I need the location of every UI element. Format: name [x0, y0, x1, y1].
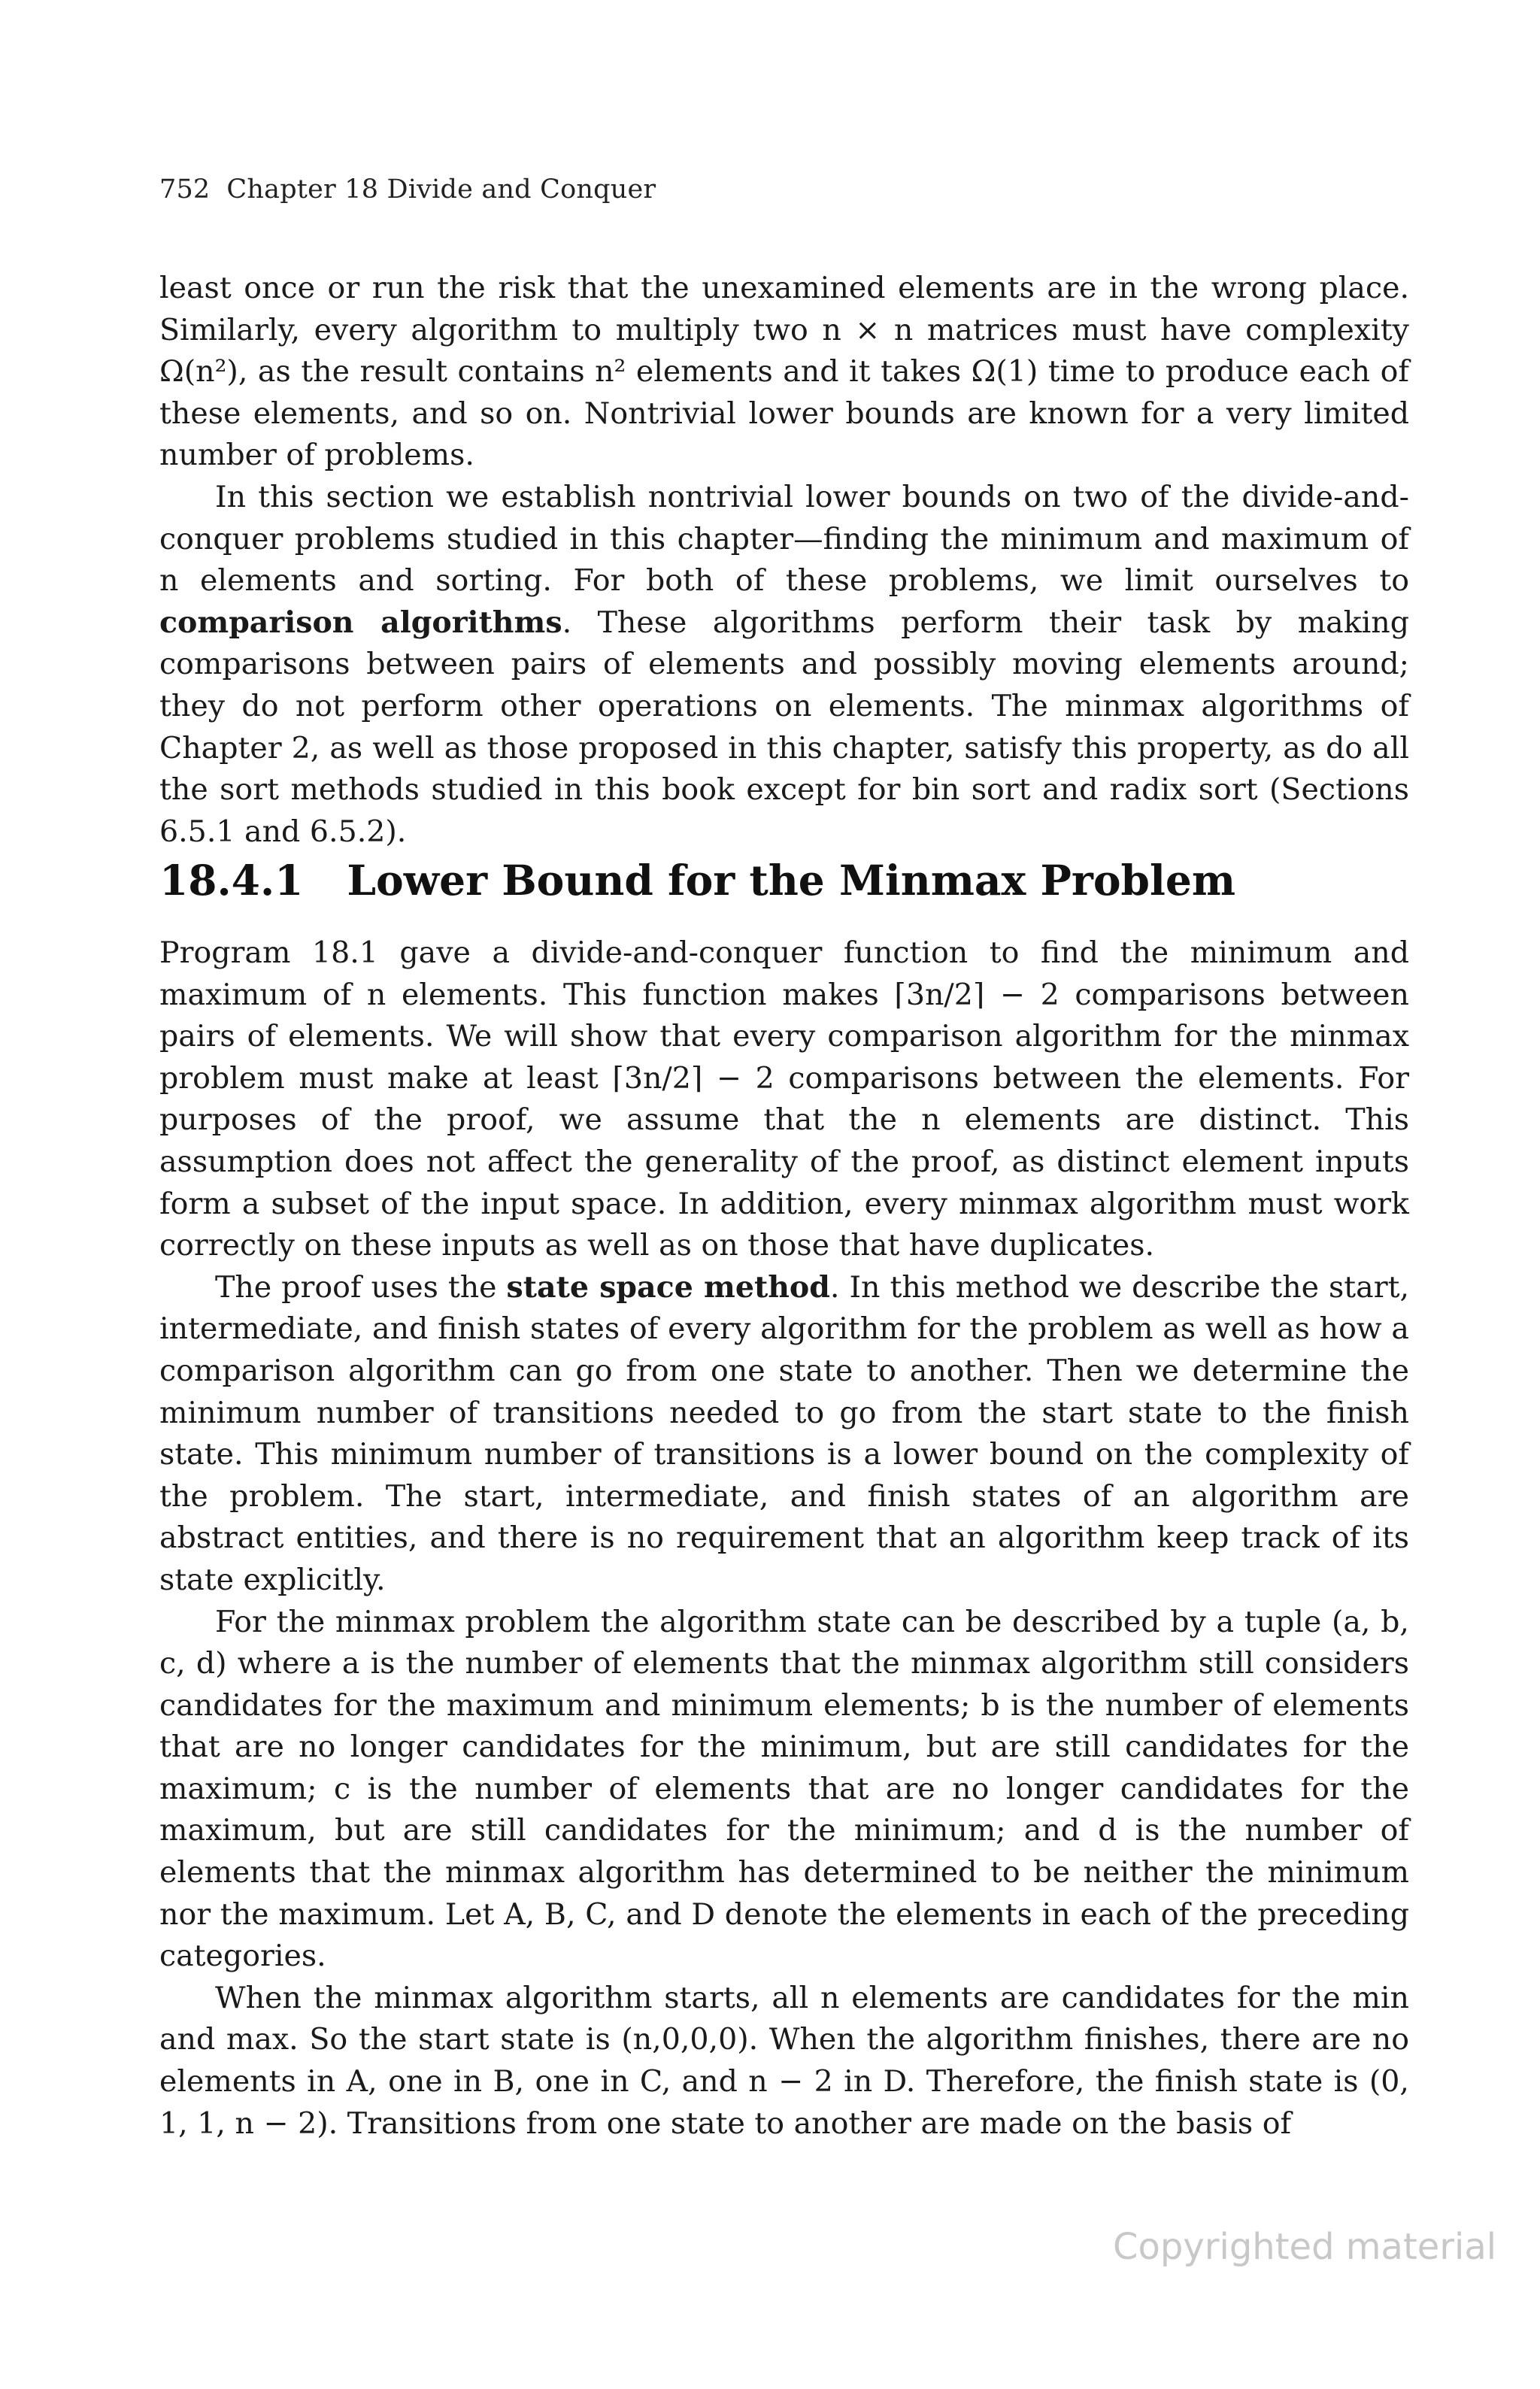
- paragraph-text: . In this method we describe the start, intermediate, and finish states of every algorithm for the problem as well as how a comparison algorithm can go from one state to another. Then we determine the minimum number of transitions needed to go from the start state to the finish state. This minimum number of transitions is a lower bound on the complexity of the problem. The start, intermediate, and finish states of an algorithm are abstract entities, and there is no requirement that an algorithm keep track of its state explicitly.: [159, 1269, 1410, 1597]
- paragraph-state-tuple: For the minmax problem the algorithm state can be described by a tuple (a, b, c, d) where a is the number of elements that the minmax algorithm still considers candidates for the maximum and minimum elements; b is the number of elements that are no longer candidates for the minimum, but are still candidates for the maximum; c is the number of elements that are no longer candidates for the maximum, but are still candidates for the minimum; and d is the number of elements that the minmax algorithm has determined to be neither the minimum nor the maximum. Let A, B, C, and D denote the elements in each of the preceding categories.: [159, 1604, 1409, 1974]
- paragraph-start-finish-state: When the minmax algorithm starts, all n elements are candidates for the min and max. So the start state is (n,0,0,0). When the algorithm finishes, there are no elements in A, one in B, one in C, and n − 2 in D. Therefore, the finish state is (0, 1, 1, n − 2). Transitions from one state to another are made on the basis of: [159, 1980, 1409, 2141]
- term-state-space-method: state space method: [506, 1269, 830, 1305]
- paragraph-program-18-1: Program 18.1 gave a divide-and-conquer function to find the minimum and maximum of n elements. This function makes ⌈3n/2⌉ − 2 comparisons between pairs of elements. We will show that every comparison algorithm for the minmax problem must make at least ⌈3n/2⌉ − 2 comparisons between the elements. For purposes of the proof, we assume that the n elements are distinct. This assumption does not affect the generality of the proof, as distinct element inputs form a subset of the input space. In addition, every minmax algorithm must work correctly on these inputs as well as on those that have duplicates.: [159, 935, 1409, 1263]
- intro-text-block: [159, 268, 1409, 853]
- term-comparison-algorithms: comparison algorithms: [159, 605, 562, 640]
- paragraph-comparison-algorithms: [159, 477, 1409, 853]
- paragraph-text: In this section we establish nontrivial lower bounds on two of the divide-and-conquer problems studied in this chapter—finding the minimum and maximum of n elements and sorting. For both of these problems, we limit ourselves to: [159, 479, 1409, 599]
- running-title: Chapter 18 Divide and Conquer: [226, 174, 656, 205]
- page-number: 752: [159, 174, 211, 205]
- section-text-block: [159, 932, 1409, 2145]
- copyright-watermark: Copyrighted material: [1113, 2226, 1497, 2268]
- paragraph-text: . These algorithms perform their task by making comparisons between pairs of elements and possibly moving elements around; they do not perform other operations on elements. The minmax algorithms of Chapter 2, as well as those proposed in this chapter, satisfy this property, as do all the sort methods studied in this book except for bin sort and radix sort (Sections 6.5.1 and 6.5.2).: [159, 605, 1409, 849]
- section-title: Lower Bound for the Minmax Problem: [347, 856, 1236, 905]
- section-heading: [159, 856, 1235, 905]
- paragraph-state-space-method: [159, 1267, 1409, 1602]
- paragraph-text: The proof uses the: [215, 1269, 507, 1305]
- paragraph-continuation: least once or run the risk that the unexamined elements are in the wrong place. Similarly, every algorithm to multiply two n × n matrices must have complexity Ω(n²), as the result contains n² elements and it takes Ω(1) time to produce each of these elements, and so on. Nontrivial lower bounds are known for a very limited number of problems.: [159, 271, 1409, 473]
- running-header: [159, 174, 656, 205]
- section-number: 18.4.1: [159, 856, 304, 905]
